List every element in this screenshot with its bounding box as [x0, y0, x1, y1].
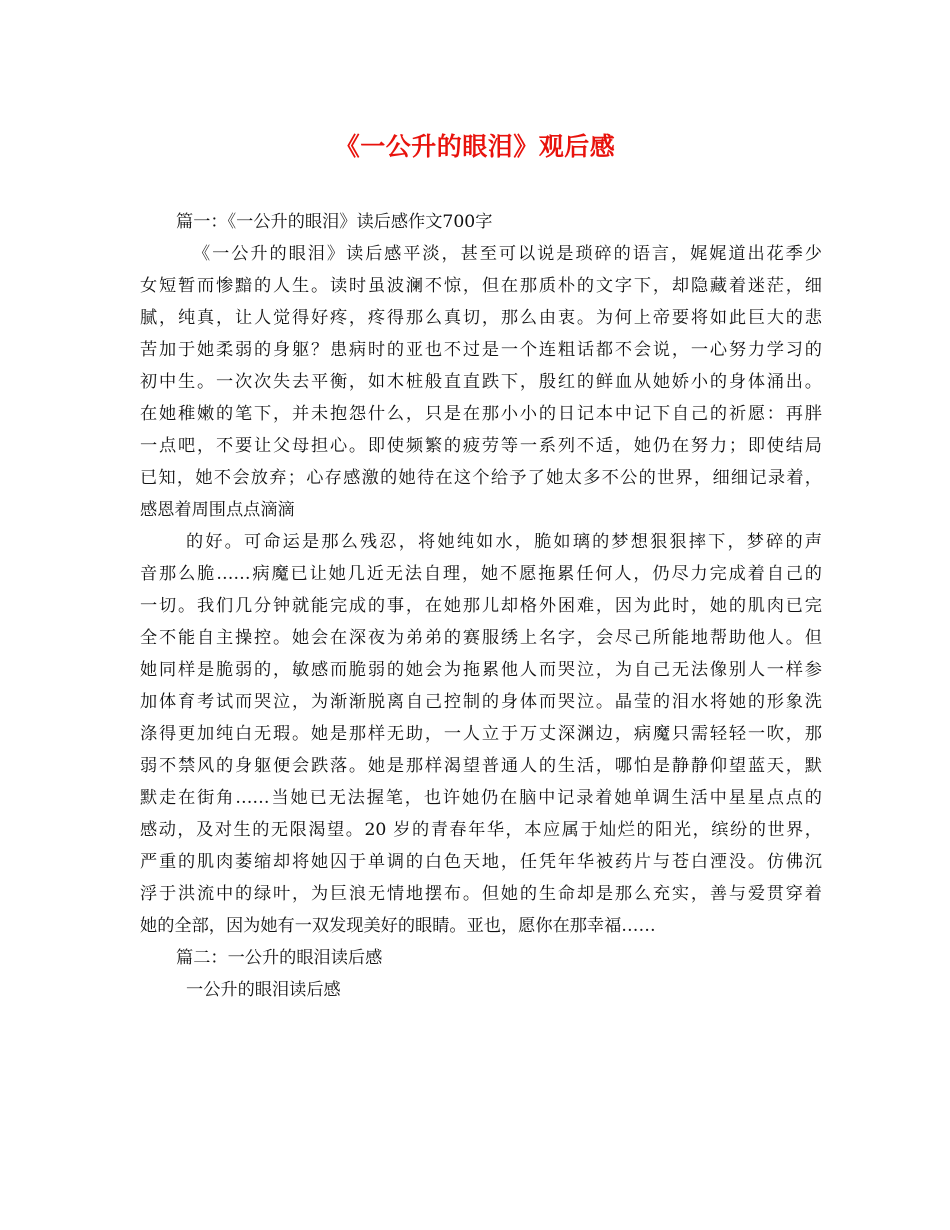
para2-line-4: 全不能自主操控。她会在深夜为弟弟的赛服绣上名字，会尽己所能地帮助他人。但 [140, 628, 822, 648]
para2-line-3: 一切。我们几分钟就能完成的事，在她那儿却格外困难，因为此时，她的肌肉已完 [140, 596, 822, 616]
para1-line-3: 腻，纯真，让人觉得好疼，疼得那么真切，那么由衷。为何上帝要将如此巨大的悲 [140, 308, 822, 328]
para1-line-4: 苦加于她柔弱的身躯？患病时的亚也不过是一个连粗话都不会说，一心努力学习的 [140, 340, 822, 360]
para2-line-2: 音那么脆……病魔已让她几近无法自理，她不愿拖累任何人，仍尽力完成着自己的 [140, 564, 822, 584]
para1-line-6: 在她稚嫩的笔下，并未抱怨什么，只是在那小小的日记本中记下自己的祈愿：再胖 [140, 404, 822, 424]
para1-line-7: 一点吧，不要让父母担心。即使频繁的疲劳等一系列不适，她仍在努力；即使结局 [140, 436, 822, 456]
page-title: 《一公升的眼泪》观后感 [334, 132, 616, 161]
para2-line-7: 涤得更加纯白无瑕。她是那样无助，一人立于万丈深渊边，病魔只需轻轻一吹，那 [140, 724, 822, 744]
para2-line-10: 感动，及对生的无限渴望。20 岁的青春年华，本应属于灿烂的阳光，缤纷的世界， [140, 820, 822, 840]
para2-line-12: 浮于洪流中的绿叶，为巨浪无情地摆布。但她的生命却是那么充实，善与爱贯穿着 [140, 884, 822, 904]
para1-line-2: 女短暂而惨黯的人生。读时虽波澜不惊，但在那质朴的文字下，却隐藏着迷茫，细 [140, 276, 822, 296]
section2-subtitle: 一公升的眼泪读后感 [186, 980, 341, 1000]
para2-line-5: 她同样是脆弱的，敏感而脆弱的她会为拖累他人而哭泣，为自己无法像别人一样参 [140, 660, 822, 680]
para2-line-13: 她的全部，因为她有一双发现美好的眼睛。亚也，愿你在那幸福…… [140, 916, 656, 936]
para2-line-1: 的好。可命运是那么残忍，将她纯如水，脆如璃的梦想狠狠摔下，梦碎的声 [186, 532, 822, 552]
para1-line-9: 感恩着周围点点滴滴 [140, 500, 295, 520]
para1-line-8: 已知，她不会放弃；心存感激的她待在这个给予了她太多不公的世界，细细记录着， [140, 468, 822, 488]
para1-line-1: 《一公升的眼泪》读后感平淡，甚至可以说是琐碎的语言，娓娓道出花季少 [193, 244, 822, 264]
para2-line-8: 弱不禁风的身躯便会跌落。她是那样渴望普通人的生活，哪怕是静静仰望蓝天，默 [140, 756, 822, 776]
para2-line-6: 加体育考试而哭泣，为渐渐脱离自己控制的身体而哭泣。晶莹的泪水将她的形象洗 [140, 692, 822, 712]
section2-heading: 篇二：一公升的眼泪读后感 [176, 948, 383, 968]
section1-heading: 篇一：《一公升的眼泪》读后感作文700字 [176, 212, 493, 232]
para2-line-11: 严重的肌肉萎缩却将她囚于单调的白色天地，任凭年华被药片与苍白湮没。仿佛沉 [140, 852, 822, 872]
para1-line-5: 初中生。一次次失去平衡，如木桩般直直跌下，殷红的鲜血从她娇小的身体涌出。 [140, 372, 822, 392]
para2-line-9: 默走在街角……当她已无法握笔，也许她仍在脑中记录着她单调生活中星星点点的 [140, 788, 822, 808]
